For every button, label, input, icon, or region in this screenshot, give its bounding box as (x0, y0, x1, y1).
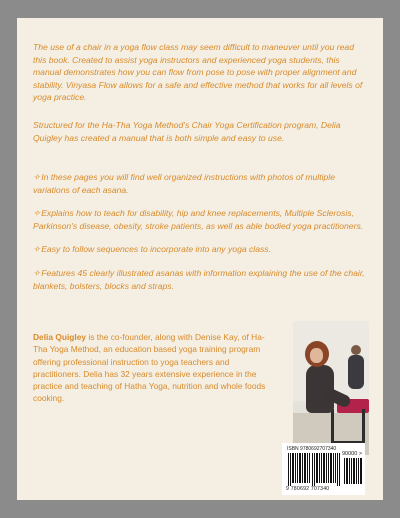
price-code: 90000 > (342, 451, 363, 457)
price-barcode-bars (344, 458, 362, 484)
list-item (33, 243, 368, 256)
list-item (33, 171, 368, 196)
cover-panel (17, 18, 383, 500)
intro-paragraph-1: The use of a chair in a yoga flow class may seem difficult to maneuver until you read this book. Created to assist yoga instructors and experienced yoga students, this manual demonstrates how you can flow from pose to pose with proper alignment and stability. Vinyasa Flow allows for a safe and effective method that works for all levels of yoga practice. (33, 42, 363, 103)
author-name: Delia Quigley (33, 332, 87, 342)
bullet-text: Easy to follow sequences to incorporate into any yoga class. (41, 244, 271, 255)
bullet-icon: ✧ (33, 244, 41, 255)
photo-background-person-body (348, 355, 364, 389)
author-photo (293, 321, 369, 455)
barcode (282, 443, 365, 495)
photo-background-person-head (351, 345, 361, 355)
photo-chair (331, 409, 365, 444)
bullet-text: In these pages you will find well organized instructions with photos of multiple variations of each asana. (33, 172, 335, 195)
author-bio-text: is the co-founder, along with Denise Kay, of Ha-Tha Yoga Method, an education based yoga training program offering professional instruction to yoga teachers and practitioners. Delia has 32 years extensive experience in the practice and teaching of Hatha Yoga, nutrition and whole foods cooking. (33, 332, 266, 404)
isbn-label: ISBN 9780692707340 (287, 446, 337, 452)
barcode-bars (288, 453, 340, 486)
intro-paragraph-2: Structured for the Ha-Tha Yoga Method's Chair Yoga Certification program, Delia Quigley has created a manual that is both simple and easy to use. (33, 120, 341, 143)
bullet-icon: ✧ (33, 208, 41, 219)
list-item (33, 267, 368, 292)
photo-author-face (310, 348, 323, 363)
bullet-icon: ✧ (33, 267, 41, 278)
bullet-text: Features 45 clearly illustrated asanas with information explaining the use of the chair, blankets, bolsters, blocks and straps. (33, 267, 365, 291)
bullet-icon: ✧ (33, 172, 41, 182)
bullet-text: Explains how to teach for disability, hip and knee replacements, Multiple Sclerosis, Parkinson's disease, obesity, stroke patients, as well as able bodied yoga practitioners. (33, 208, 364, 231)
barcode-digits: 9 780692 707340 (286, 486, 330, 492)
author-bio (33, 331, 273, 405)
feature-list (33, 171, 368, 303)
list-item (33, 207, 368, 232)
